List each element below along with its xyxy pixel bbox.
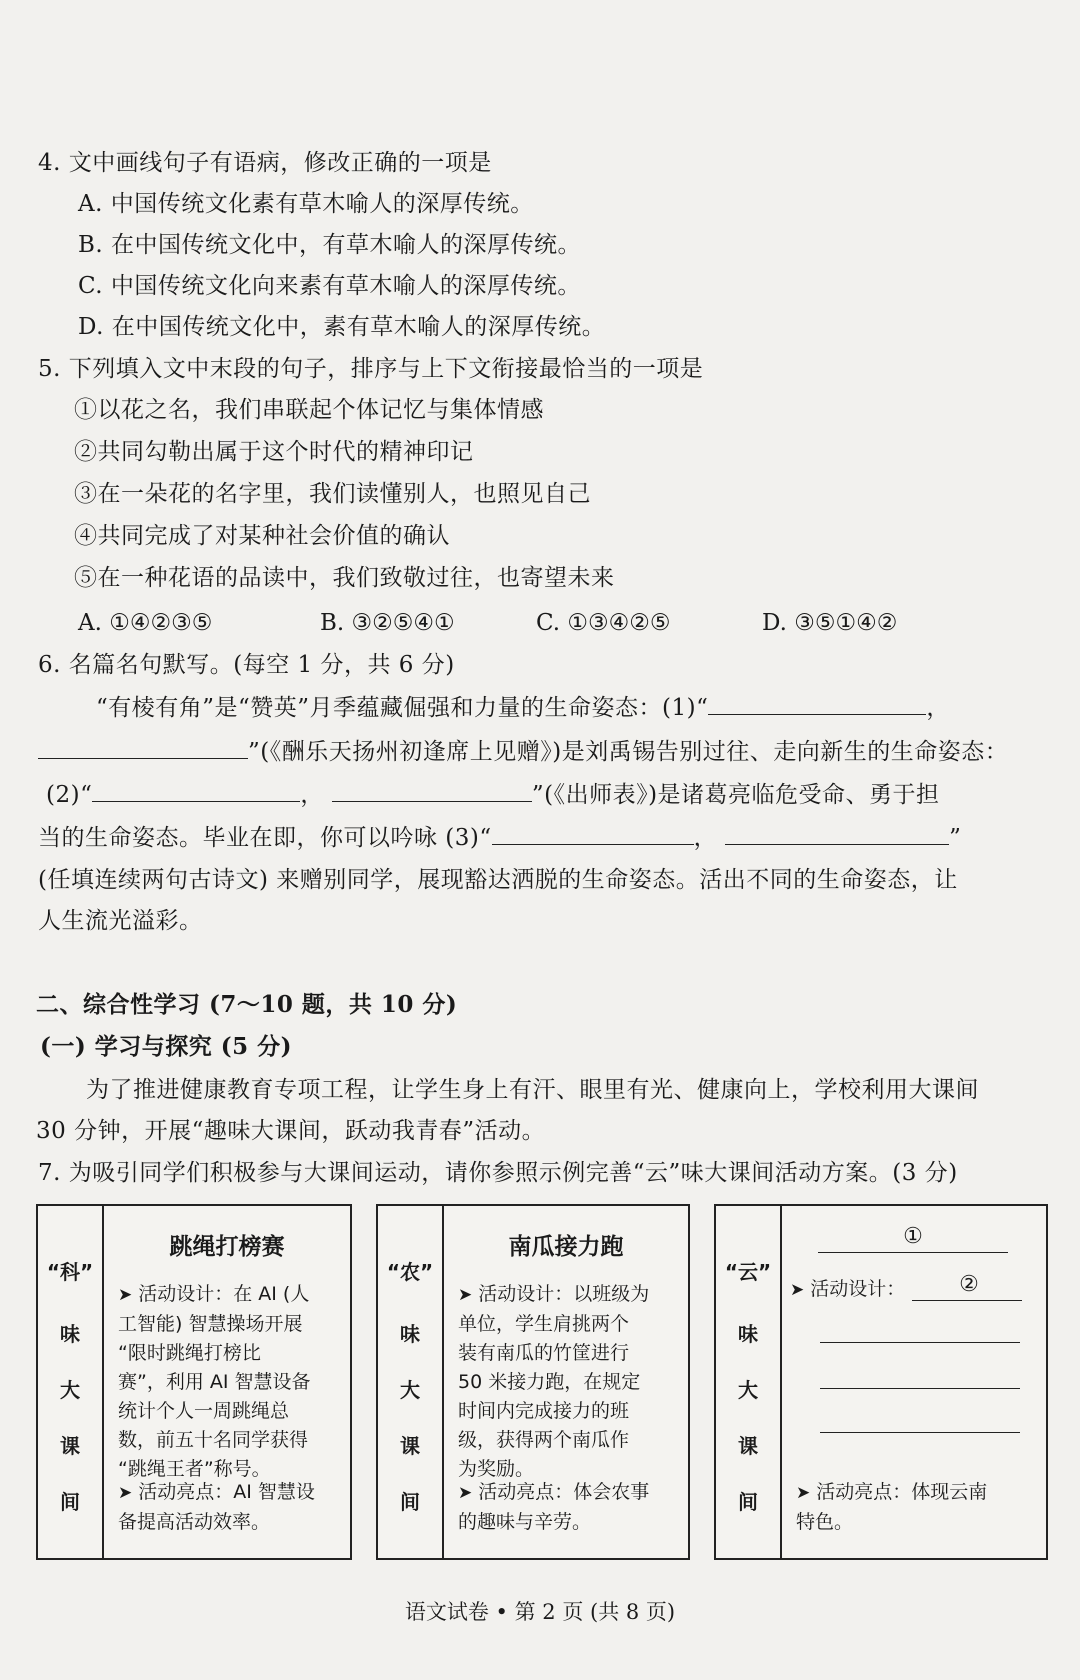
q5-item-2: ②共同勾勒出属于这个时代的精神印记 — [74, 439, 474, 465]
card-highlight-text: ➤ 活动亮点：体现云南 特色。 — [796, 1481, 988, 1533]
answer-blank-design-4[interactable] — [820, 1432, 1020, 1433]
answer-blank-design-1[interactable] — [912, 1300, 1022, 1301]
section-2-subheading: (一) 学习与探究 (5 分) — [40, 1033, 293, 1060]
card-title: 南瓜接力跑 — [508, 1233, 624, 1260]
q4-option-a: A. 中国传统文化素有草木喻人的深厚传统。 — [78, 191, 534, 217]
q4-option-d: D. 在中国传统文化中，素有草木喻人的深厚传统。 — [78, 314, 606, 340]
q7-stem: 7. 为吸引同学们积极参与大课间运动，请你参照示例完善“云”味大课间活动方案。(3 分) — [38, 1160, 958, 1186]
section-2-heading: 二、综合性学习 (7～10 题，共 10 分) — [36, 991, 458, 1018]
q6-stem: 6. 名篇名句默写。(每空 1 分，共 6 分) — [38, 652, 455, 678]
section-2-intro-1: 为了推进健康教育专项工程，让学生身上有汗、眼里有光、健康向上，学校利用大课间 — [86, 1077, 979, 1103]
card-side-label: “农” 味 大 课 间 — [378, 1206, 444, 1558]
q6-line-1: “有棱有角”是“赞英”月季蕴藏倔强和力量的生命姿态：(1)“ ， — [96, 692, 950, 723]
answer-blank-5[interactable] — [492, 822, 694, 845]
answer-blank-design-2[interactable] — [820, 1342, 1020, 1343]
card-side-label: “科” 味 大 课 间 — [38, 1206, 104, 1558]
answer-blank-title[interactable] — [818, 1252, 1008, 1253]
card-highlight-text: ➤ 活动亮点：体会农事 的趣味与辛劳。 — [458, 1481, 650, 1533]
answer-blank-2[interactable] — [38, 736, 248, 759]
card-design-label: ➤ 活动设计： — [790, 1278, 906, 1300]
q4-option-b: B. 在中国传统文化中，有草木喻人的深厚传统。 — [78, 232, 582, 258]
card-title: 跳绳打榜赛 — [169, 1233, 285, 1260]
answer-blank-design-3[interactable] — [820, 1388, 1020, 1389]
q6-line-2: ”(《酬乐天扬州初逢席上见赠》)是刘禹锡告别过往、走向新生的生命姿态： — [38, 736, 1008, 767]
q5-choice-d: D. ③⑤①④② — [762, 610, 898, 636]
q5-item-1: ①以花之名，我们串联起个体记忆与集体情感 — [74, 397, 544, 423]
card-highlight-text: ➤ 活动亮点：AI 智慧设 备提高活动效率。 — [118, 1481, 315, 1533]
q5-stem: 5. 下列填入文中末段的句子，排序与上下文衔接最恰当的一项是 — [38, 356, 704, 382]
activity-card-farm — [376, 1204, 690, 1560]
answer-blank-1[interactable] — [708, 692, 926, 715]
card-design-text: ➤ 活动设计：以班级为 单位，学生肩挑两个 装有南瓜的竹筐进行 50 米接力跑，在规定 时间内完成接力的班 级，获得两个南瓜作 为奖励。 — [458, 1283, 650, 1480]
answer-blank-6[interactable] — [725, 822, 949, 845]
activity-card-yunnan — [714, 1204, 1048, 1560]
answer-blank-3[interactable] — [92, 779, 300, 802]
q6-line-6: 人生流光溢彩。 — [38, 908, 203, 934]
q5-item-4: ④共同完成了对某种社会价值的确认 — [74, 523, 450, 549]
page-footer: 语文试卷 • 第 2 页 (共 8 页) — [404, 1600, 676, 1624]
q5-choice-b: B. ③②⑤④① — [320, 610, 455, 636]
q4-stem: 4. 文中画线句子有语病，修改正确的一项是 — [38, 150, 492, 176]
blank-marker-2: ② — [959, 1272, 979, 1297]
q6-line-4: 当的生命姿态。毕业在即，你可以吟咏 (3)“ ， ” — [38, 822, 961, 853]
activity-card-tech — [36, 1204, 352, 1560]
section-2-intro-2: 30 分钟，开展“趣味大课间，跃动我青春”活动。 — [36, 1118, 546, 1144]
q6-line-5: (任填连续两句古诗文) 来赠别同学，展现豁达洒脱的生命姿态。活出不同的生命姿态，让 — [38, 867, 958, 893]
q5-choice-c: C. ①③④②⑤ — [536, 610, 671, 636]
q4-option-c: C. 中国传统文化向来素有草木喻人的深厚传统。 — [78, 273, 581, 299]
q5-item-3: ③在一朵花的名字里，我们读懂别人，也照见自己 — [74, 481, 591, 507]
q5-choice-a: A. ①④②③⑤ — [78, 610, 213, 636]
answer-blank-4[interactable] — [332, 779, 532, 802]
q5-item-5: ⑤在一种花语的品读中，我们致敬过往，也寄望未来 — [74, 565, 615, 591]
card-design-text: ➤ 活动设计：在 AI (人 工智能) 智慧操场开展 “限时跳绳打榜比 赛”，利用 AI 智慧设备 统计个人一周跳绳总 数，前五十名同学获得 “跳绳王者”称号。 — [118, 1283, 311, 1480]
q6-line-3: (2)“ ， ”(《出师表》)是诸葛亮临危受命、勇于担 — [46, 779, 940, 810]
blank-marker-1: ① — [903, 1224, 923, 1249]
card-side-label: “云” 味 大 课 间 — [716, 1206, 782, 1558]
